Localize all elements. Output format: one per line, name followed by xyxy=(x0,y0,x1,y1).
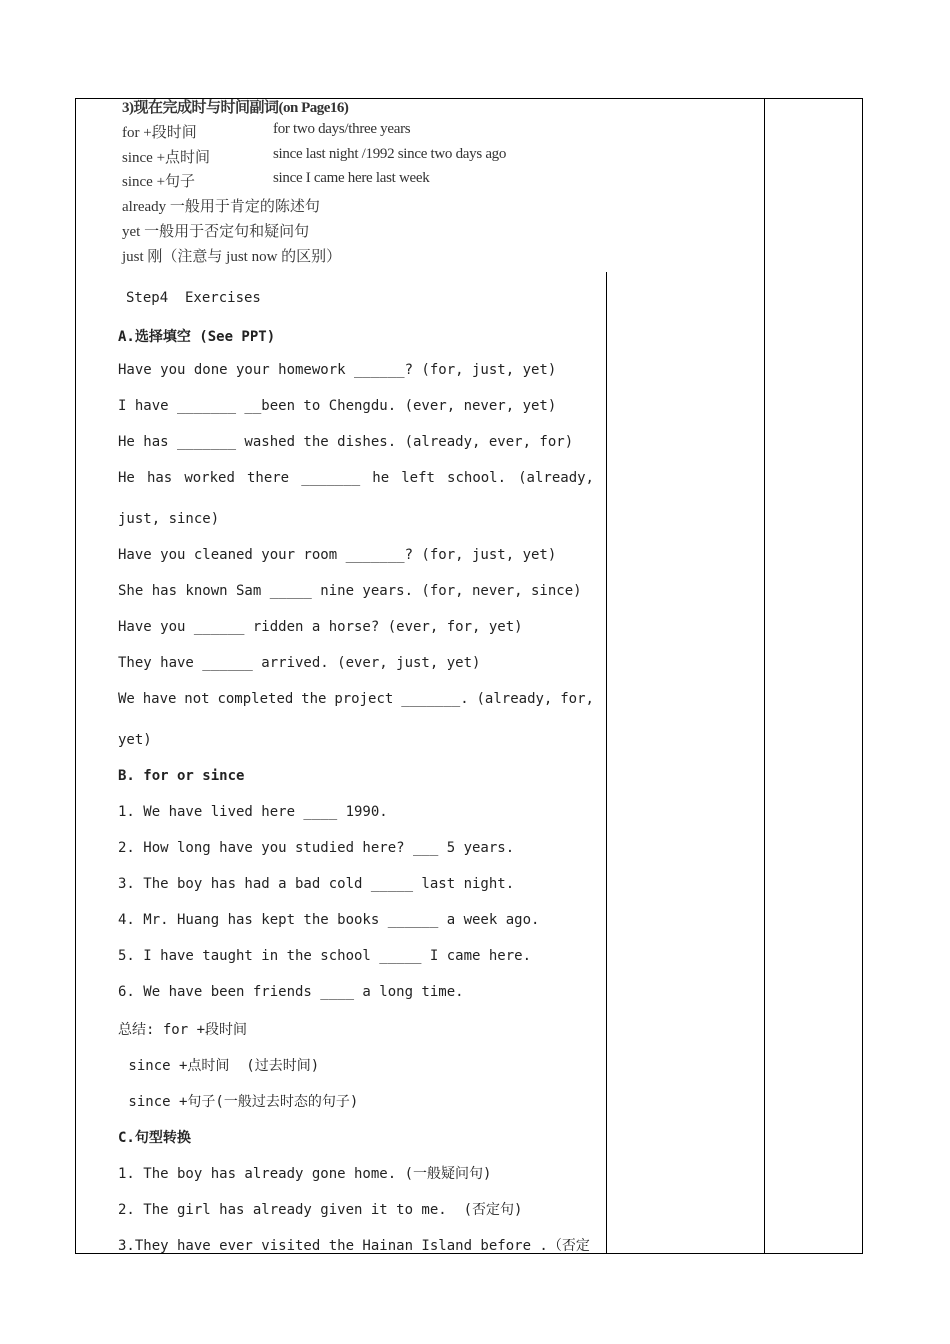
word: worked xyxy=(184,470,235,486)
exercise-item: 2. How long have you studied here? ___ 5 years. xyxy=(118,840,515,856)
word: school. xyxy=(447,470,507,486)
section-a-heading: A.选择填空 (See PPT) xyxy=(118,329,276,345)
exercise-item: Have you done your homework ______? (for, just, yet) xyxy=(118,362,557,378)
word: for, xyxy=(560,691,594,707)
grammar-example: since last night /1992 since two days ago xyxy=(273,146,507,162)
word: he xyxy=(372,470,390,486)
exercise-item: 5. I have taught in the school _____ I came here. xyxy=(118,948,532,964)
table-middle-column-divider xyxy=(606,272,607,1254)
grammar-example: for two days/three years xyxy=(273,121,411,137)
section-c-heading: C.句型转换 xyxy=(118,1130,191,1146)
exercise-item: She has known Sam _____ nine years. (for, never, since) xyxy=(118,583,582,599)
summary-line: 总结: for +段时间 xyxy=(118,1022,248,1038)
section-b-heading: B. for or since xyxy=(118,768,245,784)
exercise-item-continuation: yet) xyxy=(118,732,152,748)
exercise-item: They have ______ arrived. (ever, just, yet) xyxy=(118,655,481,671)
lesson-table xyxy=(75,98,863,1254)
exercise-item: Have you ______ ridden a horse? (ever, for, yet) xyxy=(118,619,523,635)
exercise-item: 4. Mr. Huang has kept the books ______ a week ago. xyxy=(118,912,540,928)
usage-note: already 一般用于肯定的陈述句 xyxy=(122,199,320,215)
exercise-item: Have you cleaned your room _______? (for, just, yet) xyxy=(118,547,557,563)
word: _______. xyxy=(401,691,469,707)
exercise-item xyxy=(118,470,594,486)
exercise-item: 6. We have been friends ____ a long time. xyxy=(118,984,464,1000)
usage-note: just 刚（注意与 just now 的区别） xyxy=(122,249,342,265)
exercise-item: 3. The boy has had a bad cold _____ last night. xyxy=(118,876,515,892)
word: completed xyxy=(217,691,294,707)
word: We xyxy=(118,691,135,707)
summary-line: since +点时间 (过去时间) xyxy=(120,1058,320,1074)
grammar-rule: since +句子 xyxy=(122,174,196,190)
word: left xyxy=(401,470,435,486)
word: have xyxy=(142,691,177,707)
exercise-item xyxy=(118,691,594,707)
grammar-rule: for +段时间 xyxy=(122,125,197,141)
exercise-item: I have _______ __been to Chengdu. (ever, never, yet) xyxy=(118,398,557,414)
step-title: Step4 Exercises xyxy=(126,290,261,306)
word: project xyxy=(334,691,394,707)
exercise-item: 3.They have ever visited the Hainan Island before .（否定 xyxy=(118,1238,590,1254)
word: (already, xyxy=(518,470,594,486)
word: _______ xyxy=(301,470,361,486)
word: has xyxy=(146,470,173,486)
exercise-item: 1. We have lived here ____ 1990. xyxy=(118,804,388,820)
word: the xyxy=(301,691,327,707)
summary-line: since +句子(一般过去时态的句子) xyxy=(120,1094,359,1110)
word: not xyxy=(184,691,210,707)
word: (already, xyxy=(476,691,553,707)
exercise-item-continuation: just, since) xyxy=(118,511,220,527)
usage-note: yet 一般用于否定句和疑问句 xyxy=(122,224,310,240)
word: there xyxy=(246,470,290,486)
grammar-example: since I came here last week xyxy=(273,170,430,186)
word: He xyxy=(118,470,135,486)
exercise-item: He has _______ washed the dishes. (already, ever, for) xyxy=(118,434,574,450)
exercise-item: 2. The girl has already given it to me. (否定句) xyxy=(118,1202,523,1218)
exercise-item: 1. The boy has already gone home. (一般疑问句) xyxy=(118,1166,492,1182)
grammar-title: 3)现在完成时与时间副词(on Page16) xyxy=(122,100,349,116)
table-right-column-divider xyxy=(764,98,765,1254)
grammar-rule: since +点时间 xyxy=(122,150,211,166)
